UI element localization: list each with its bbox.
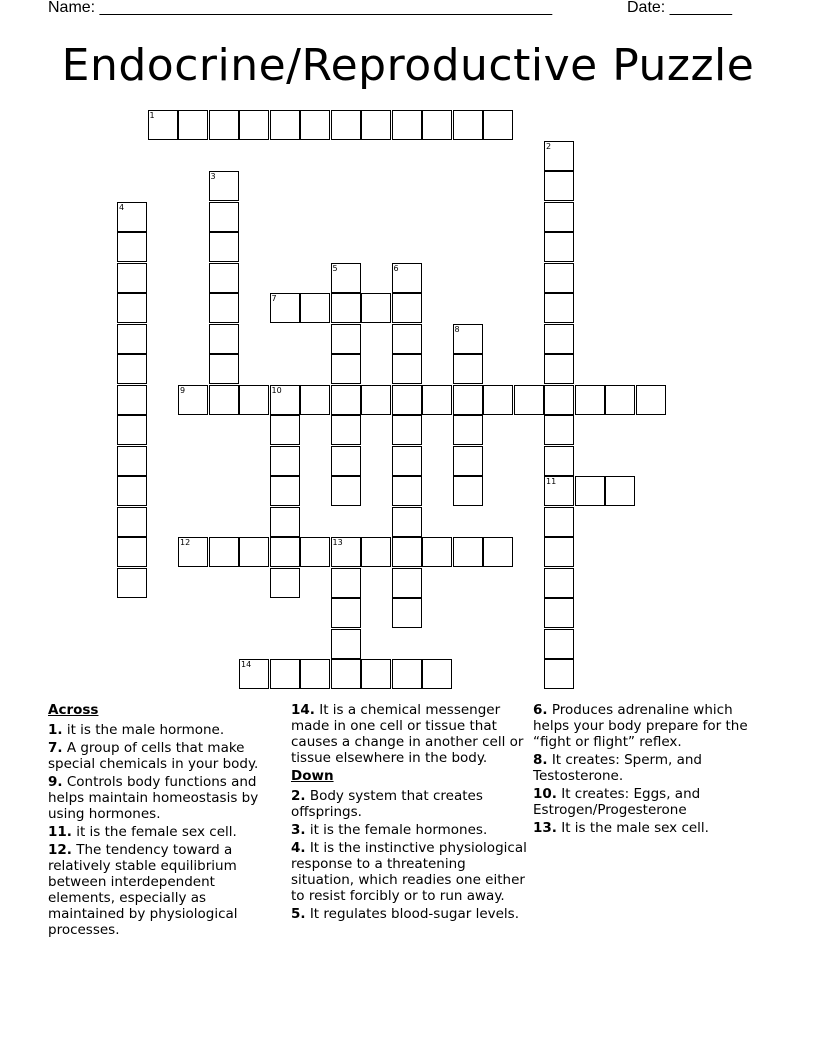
- crossword-cell[interactable]: [117, 476, 147, 506]
- clue-down-item: [291, 906, 527, 922]
- crossword-cell[interactable]: [575, 476, 605, 506]
- crossword-cell[interactable]: [544, 507, 574, 537]
- clue-number-label: 13.: [533, 820, 557, 836]
- crossword-cell[interactable]: [209, 232, 239, 262]
- page-title: Endocrine/Reproductive Puzzle: [61, 40, 755, 91]
- crossword-cell[interactable]: [209, 202, 239, 232]
- clue-text: It regulates blood-sugar levels.: [305, 906, 519, 922]
- clue-number: 4: [119, 202, 125, 212]
- crossword-cell[interactable]: [209, 110, 239, 140]
- clue-text: it is the female sex cell.: [71, 824, 237, 840]
- crossword-cell[interactable]: [300, 385, 330, 415]
- crossword-cell[interactable]: [422, 110, 452, 140]
- crossword-cell[interactable]: [331, 537, 361, 567]
- clue-text: The tendency toward a relatively stable equilibrium between interdependent elements, especially as maintained by physiological processes.: [48, 842, 238, 938]
- crossword-cell[interactable]: [300, 659, 330, 689]
- clue-text: it is the female hormones.: [305, 822, 488, 838]
- crossword-cell[interactable]: [605, 476, 635, 506]
- crossword-cell[interactable]: [117, 293, 147, 323]
- clue-number-label: 10.: [533, 786, 557, 802]
- crossword-cell[interactable]: [361, 293, 391, 323]
- crossword-cell[interactable]: [239, 385, 269, 415]
- crossword-cell[interactable]: [270, 293, 300, 323]
- crossword-cell[interactable]: [361, 110, 391, 140]
- date-label: Date:: [627, 0, 666, 16]
- crossword-cell[interactable]: [544, 354, 574, 384]
- clue-down-item: [291, 788, 527, 820]
- crossword-cell[interactable]: [544, 476, 574, 506]
- clue-text: It is the male sex cell.: [556, 820, 709, 836]
- crossword-cell[interactable]: [117, 507, 147, 537]
- clue-across-item: [48, 774, 284, 822]
- crossword-cell[interactable]: [392, 659, 422, 689]
- clue-across-item: [48, 824, 284, 840]
- crossword-cell[interactable]: [544, 141, 574, 171]
- crossword-cell[interactable]: [209, 324, 239, 354]
- crossword-cell[interactable]: [392, 354, 422, 384]
- clue-number-label: 8.: [533, 752, 548, 768]
- name-label: Name:: [48, 0, 96, 16]
- clue-across-item: [48, 842, 284, 938]
- clue-number: 13: [332, 538, 343, 547]
- crossword-cell[interactable]: [392, 263, 422, 293]
- crossword-cell[interactable]: [392, 446, 422, 476]
- crossword-cell[interactable]: [422, 385, 452, 415]
- crossword-cell[interactable]: [331, 354, 361, 384]
- clue-text: A group of cells that make special chemicals in your body.: [48, 740, 259, 772]
- clue-across-item: [291, 702, 527, 766]
- crossword-cell[interactable]: [331, 415, 361, 445]
- clue-down-item: [291, 840, 527, 904]
- crossword-cell[interactable]: [331, 263, 361, 293]
- clue-number: 9: [180, 385, 186, 395]
- crossword-cell[interactable]: [270, 507, 300, 537]
- crossword-cell[interactable]: [422, 659, 452, 689]
- clue-text: Produces adrenaline which helps your body prepare for the “fight or flight” reflex.: [533, 702, 748, 750]
- crossword-cell[interactable]: [483, 537, 513, 567]
- crossword-cell[interactable]: [270, 415, 300, 445]
- clue-text: It creates: Eggs, and Estrogen/Progesterone: [533, 786, 701, 818]
- crossword-cell[interactable]: [544, 537, 574, 567]
- clue-text: It creates: Sperm, and Testosterone.: [533, 752, 703, 784]
- crossword-cell[interactable]: [544, 171, 574, 201]
- crossword-cell[interactable]: [300, 110, 330, 140]
- crossword-cell[interactable]: [239, 537, 269, 567]
- crossword-cell[interactable]: [544, 202, 574, 232]
- crossword-cell[interactable]: [270, 385, 300, 415]
- crossword-cell[interactable]: [636, 385, 666, 415]
- crossword-cell[interactable]: [331, 629, 361, 659]
- crossword-cell[interactable]: [117, 202, 147, 232]
- date-line[interactable]: _______: [669, 0, 732, 16]
- crossword-cell[interactable]: [453, 385, 483, 415]
- clue-across-item: [48, 722, 284, 738]
- clue-down-item: [533, 820, 773, 836]
- crossword-cell[interactable]: [209, 385, 239, 415]
- crossword-cell[interactable]: [514, 385, 544, 415]
- clue-number-label: 14.: [291, 702, 315, 718]
- clue-text: It is a chemical messenger made in one cell or tissue that causes a change in another cell or tissue elsewhere in the body.: [291, 702, 524, 766]
- crossword-cell[interactable]: [270, 659, 300, 689]
- clue-number-label: 6.: [533, 702, 548, 718]
- crossword-cell[interactable]: [209, 537, 239, 567]
- clue-down-item: [533, 786, 773, 818]
- crossword-cell[interactable]: [117, 324, 147, 354]
- clue-number: 7: [271, 294, 277, 303]
- clue-number: 8: [454, 324, 460, 334]
- crossword-cell[interactable]: [300, 293, 330, 323]
- crossword-cell[interactable]: [453, 537, 483, 567]
- crossword-cell[interactable]: [331, 659, 361, 689]
- crossword-cell[interactable]: [331, 324, 361, 354]
- clue-number-label: 4.: [291, 840, 306, 856]
- crossword-cell[interactable]: [361, 537, 391, 567]
- crossword-cell[interactable]: [544, 598, 574, 628]
- crossword-cell[interactable]: [575, 385, 605, 415]
- clue-text: Body system that creates offsprings.: [291, 788, 483, 820]
- crossword-cell[interactable]: [392, 385, 422, 415]
- crossword-cell[interactable]: [453, 415, 483, 445]
- clue-number: 5: [332, 263, 338, 273]
- crossword-cell[interactable]: [270, 110, 300, 140]
- crossword-cell[interactable]: [392, 415, 422, 445]
- clue-down-item: [533, 752, 773, 784]
- crossword-cell[interactable]: [544, 324, 574, 354]
- crossword-cell[interactable]: [331, 446, 361, 476]
- clue-across-item: [48, 740, 284, 772]
- clue-number: 1: [149, 111, 155, 120]
- crossword-cell[interactable]: [392, 598, 422, 628]
- crossword-cell[interactable]: [544, 232, 574, 262]
- clue-number-label: 7.: [48, 740, 63, 756]
- crossword-cell[interactable]: [178, 385, 208, 415]
- crossword-cell[interactable]: [209, 354, 239, 384]
- clue-number: 11: [546, 477, 557, 486]
- clue-number-label: 1.: [48, 722, 63, 738]
- crossword-cell[interactable]: [331, 598, 361, 628]
- crossword-cell[interactable]: [544, 263, 574, 293]
- crossword-cell[interactable]: [270, 476, 300, 506]
- crossword-cell[interactable]: [453, 324, 483, 354]
- clue-down-item: [291, 822, 527, 838]
- crossword-cell[interactable]: [331, 476, 361, 506]
- crossword-cell[interactable]: [392, 293, 422, 323]
- crossword-cell[interactable]: [209, 293, 239, 323]
- crossword-cell[interactable]: [331, 293, 361, 323]
- crossword-cell[interactable]: [117, 537, 147, 567]
- clue-text: It is the instinctive physiological response to a threatening situation, which readies one either to resist forcibly or to run away.: [291, 840, 527, 904]
- down-heading: Down: [291, 768, 334, 784]
- crossword-cell[interactable]: [209, 263, 239, 293]
- clue-number-label: 9.: [48, 774, 63, 790]
- crossword-cell[interactable]: [453, 476, 483, 506]
- crossword-cell[interactable]: [544, 446, 574, 476]
- clue-text: Controls body functions and helps maintain homeostasis by using hormones.: [48, 774, 259, 822]
- clue-text: it is the male hormone.: [62, 722, 225, 738]
- crossword-cell[interactable]: [239, 659, 269, 689]
- crossword-cell[interactable]: [117, 415, 147, 445]
- clue-number-label: 12.: [48, 842, 72, 858]
- crossword-cell[interactable]: [331, 568, 361, 598]
- crossword-cell[interactable]: [392, 537, 422, 567]
- clue-number: 2: [546, 141, 552, 151]
- crossword-cell[interactable]: [117, 354, 147, 384]
- crossword-cell[interactable]: [117, 385, 147, 415]
- crossword-cell[interactable]: [117, 232, 147, 262]
- crossword-cell[interactable]: [270, 537, 300, 567]
- crossword-cell[interactable]: [544, 629, 574, 659]
- crossword-cell[interactable]: [178, 537, 208, 567]
- crossword-cell[interactable]: [392, 476, 422, 506]
- across-heading: Across: [48, 702, 99, 718]
- crossword-cell[interactable]: [148, 110, 178, 140]
- crossword-cell[interactable]: [117, 568, 147, 598]
- crossword-cell[interactable]: [270, 568, 300, 598]
- name-line[interactable]: ____________________________________________________: [99, 0, 552, 16]
- crossword-cell[interactable]: [544, 293, 574, 323]
- crossword-cell[interactable]: [544, 568, 574, 598]
- crossword-cell[interactable]: [483, 110, 513, 140]
- clue-number: 10: [271, 385, 282, 395]
- crossword-cell[interactable]: [300, 537, 330, 567]
- crossword-cell[interactable]: [117, 446, 147, 476]
- clue-number: 12: [180, 538, 191, 547]
- clue-number-label: 3.: [291, 822, 306, 838]
- crossword-cell[interactable]: [392, 110, 422, 140]
- clues-column-2: [291, 702, 527, 924]
- crossword-cell[interactable]: [331, 385, 361, 415]
- crossword-cell[interactable]: [239, 110, 269, 140]
- crossword-cell[interactable]: [453, 354, 483, 384]
- crossword-cell[interactable]: [209, 171, 239, 201]
- crossword-cell[interactable]: [544, 659, 574, 689]
- clue-number-label: 5.: [291, 906, 306, 922]
- crossword-cell[interactable]: [453, 110, 483, 140]
- crossword-cell[interactable]: [544, 385, 574, 415]
- clue-number: 3: [210, 172, 216, 181]
- crossword-cell[interactable]: [331, 110, 361, 140]
- crossword-cell[interactable]: [392, 324, 422, 354]
- crossword-cell[interactable]: [178, 110, 208, 140]
- clue-number-label: 11.: [48, 824, 72, 840]
- crossword-cell[interactable]: [117, 263, 147, 293]
- crossword-cell[interactable]: [422, 537, 452, 567]
- crossword-cell[interactable]: [270, 446, 300, 476]
- clues-column-3: [533, 702, 773, 838]
- crossword-cell[interactable]: [453, 446, 483, 476]
- crossword-cell[interactable]: [605, 385, 635, 415]
- crossword-cell[interactable]: [483, 385, 513, 415]
- clues-column-1: [48, 702, 284, 940]
- clue-down-item: [533, 702, 773, 750]
- clue-number-label: 2.: [291, 788, 306, 804]
- clue-number: 14: [241, 660, 252, 669]
- clue-number: 6: [393, 263, 399, 273]
- crossword-cell[interactable]: [392, 568, 422, 598]
- crossword-cell[interactable]: [361, 659, 391, 689]
- crossword-cell[interactable]: [392, 507, 422, 537]
- crossword-cell[interactable]: [544, 415, 574, 445]
- crossword-cell[interactable]: [361, 385, 391, 415]
